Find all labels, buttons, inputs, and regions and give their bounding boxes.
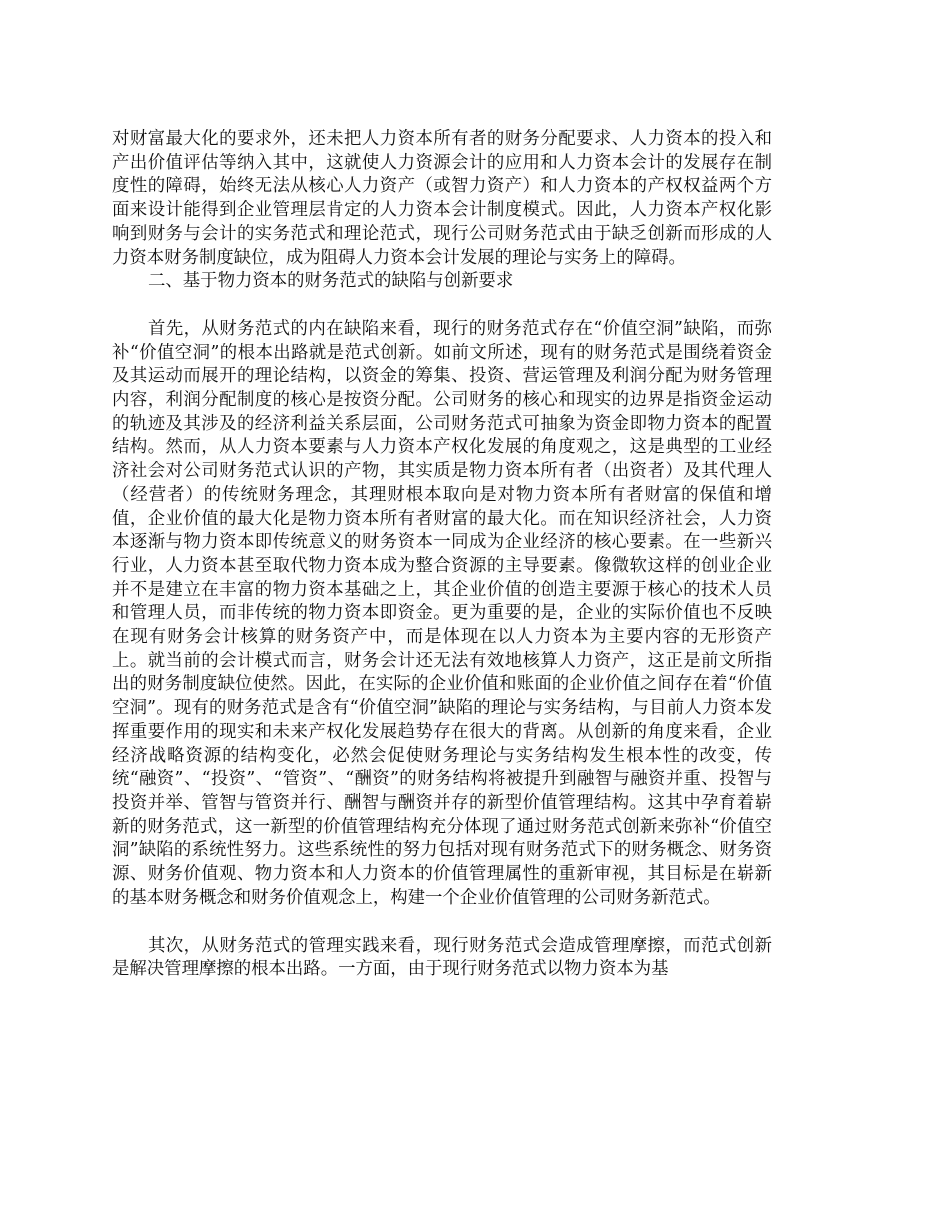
paragraph-continued: 对财富最大化的要求外，还未把人力资本所有者的财务分配要求、人力资本的投入和产出价值评估等纳入其中，这就使人力资源会计的应用和人力资本会计的发展存在制度性的障碍，始终无法从核心人力资产（或智力资产）和人力资本的产权权益两个方面来设计能得到企业管理层肯定的人力资本会计制度模式。因此，人力资本产权化影响到财务与会计的实务范式和理论范式，现行公司财务范式由于缺乏创新而形成的人力资本财务制度缺位，成为阻碍人力资本会计发展的理论与实务上的障碍。 [112, 129, 772, 268]
paragraph-second-point: 其次，从财务范式的管理实践来看，现行财务范式会造成管理摩擦，而范式创新是解决管理摩擦的根本出路。一方面，由于现行财务范式以物力资本为基 [112, 935, 772, 980]
section-heading: 二、基于物力资本的财务范式的缺陷与创新要求 [148, 271, 514, 292]
paragraph-first-point: 首先，从财务范式的内在缺陷来看，现行的财务范式存在“价值空洞”缺陷，而弥补“价值空洞”的根本出路就是范式创新。如前文所述，现有的财务范式是围绕着资金及其运动而展开的理论结构，以资金的筹集、投资、营运管理及利润分配为财务管理内容，利润分配制度的核心是按资分配。公司财务的核心和现实的边界是指资金运动的轨迹及其涉及的经济利益关系层面，公司财务范式可抽象为资金即物力资本的配置结构。然而，从人力资本要素与人力资本产权化发展的角度观之，这是典型的工业经济社会对公司财务范式认识的产物，其实质是物力资本所有者（出资者）及其代理人（经营者）的传统财务理念，其理财根本取向是对物力资本所有者财富的保值和增值，企业价值的最大化是物力资本所有者财富的最大化。而在知识经济社会，人力资本逐渐与物力资本即传统意义的财务资本一同成为企业经济的核心要素。在一些新兴行业，人力资本甚至取代物力资本成为整合资源的主导要素。像微软这样的创业企业并不是建立在丰富的物力资本基础之上，其企业价值的创造主要源于核心的技术人员和管理人员，而非传统的物力资本即资金。更为重要的是，企业的实际价值也不反映在现有财务会计核算的财务资产中，而是体现在以人力资本为主要内容的无形资产上。就当前的会计模式而言，财务会计还无法有效地核算人力资产，这正是前文所指出的财务制度缺位使然。因此，在实际的企业价值和账面的企业价值之间存在着“价值空洞”。现有的财务范式是含有“价值空洞”缺陷的理论与实务结构，与目前人力资本发挥重要作用的现实和未来产权化发展趋势存在很大的背离。从创新的角度来看，企业经济战略资源的结构变化，必然会促使财务理论与实务结构发生根本性的改变，传统“融资”、“投资”、“管资”、“酬资”的财务结构将被提升到融智与融资并重、投智与投资并举、管智与管资并行、酬智与酬资并存的新型价值管理结构。这其中孕育着崭新的财务范式，这一新型的价值管理结构充分体现了通过财务范式创新来弥补“价值空洞”缺陷的系统性努力。这些系统性的努力包括对现有财务范式下的财务概念、财务资源、财务价值观、物力资本和人力资本的价值管理属性的重新审视，其目标是在崭新的基本财务概念和财务价值观念上，构建一个企业价值管理的公司财务新范式。 [112, 318, 772, 908]
document-page [112, 128, 772, 982]
